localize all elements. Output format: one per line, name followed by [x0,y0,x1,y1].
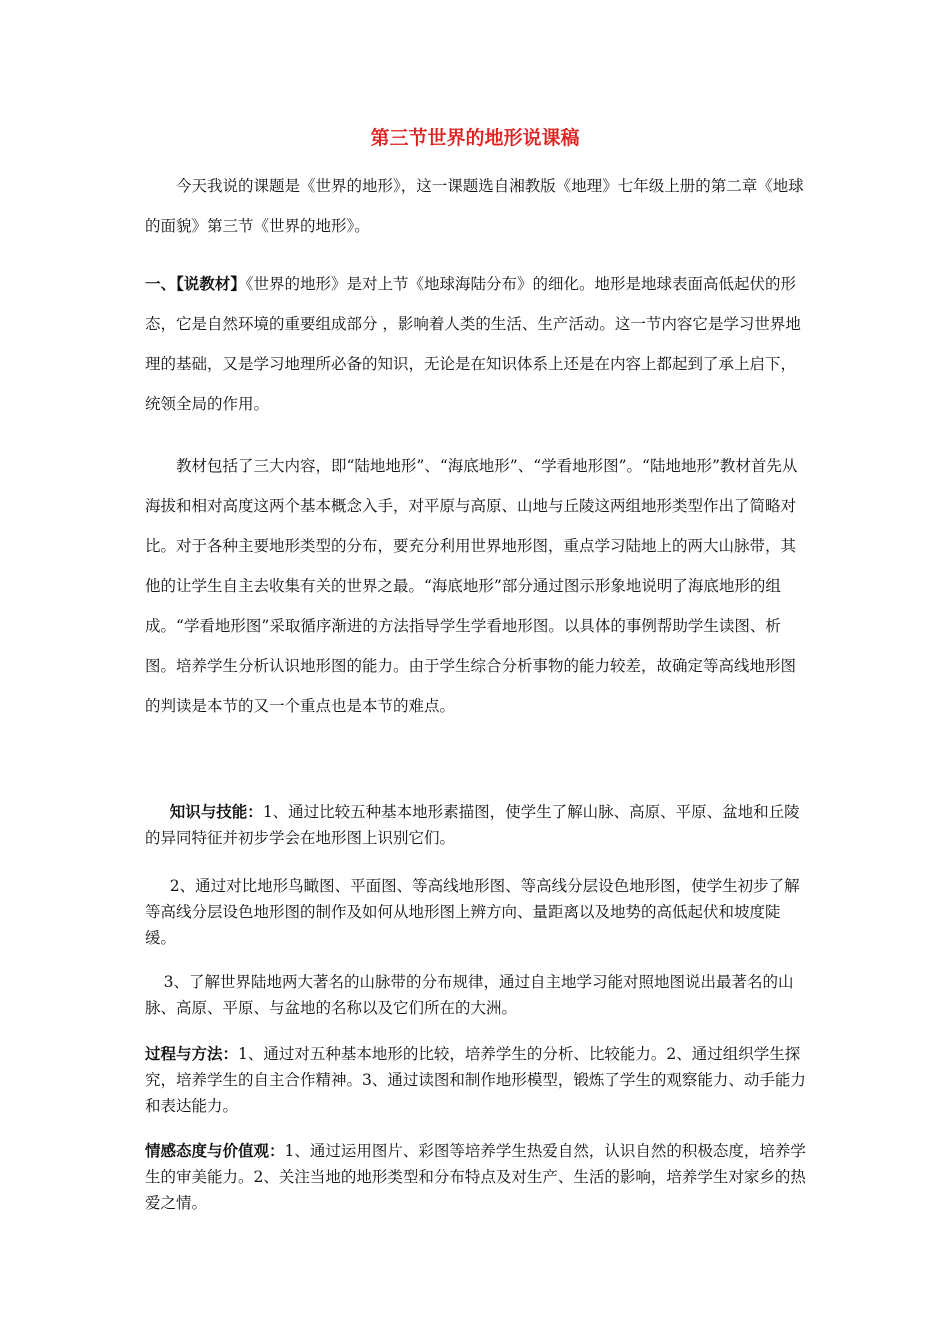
knowledge-skills-item-2: 2、通过对比地形鸟瞰图、平面图、等高线地形图、等高线分层设色地形图，使学生初步了解等高线分层设色地形图的制作及如何从地形图上辨方向、量距离以及地势的高低起伏和坡度陡缓。 [145,877,800,947]
section-teaching-material [145,264,810,424]
intro-paragraph: 今天我说的课题是《世界的地形》，这一课题选自湘教版《地理》七年级上册的第二章《地球的面貌》第三节《世界的地形》。 [145,177,804,235]
process-methods-label: 过程与方法： [145,1044,239,1063]
knowledge-skills-label: 知识与技能： [169,802,263,821]
process-methods-text: 1、通过对五种基本地形的比较，培养学生的分析、比较能力。2、通过组织学生探究，培养学生的自主合作精神。3、通过读图和制作地形模型，锻炼了学生的观察能力、动手能力和表达能力。 [145,1045,806,1115]
section-label: 一、【说教材】 [145,274,246,293]
document-title: 第三节世界的地形说课稿 [370,127,580,149]
content-paragraph: 教材包括了三大内容，即“陆地地形”、“海底地形”、“学看地形图”。“陆地地形”教材首先从海拔和相对高度这两个基本概念入手，对平原与高原、山地与丘陵这两组地形类型作出了简略对比。对于各种主要地形类型的分布，要充分利用世界地形图，重点学习陆地上的两大山脉带，其他的让学生自主去收集有关的世界之最。“海底地形”部分通过图示形象地说明了海底地形的组成。“学看地形图”采取循序渐进的方法指导学生学看地形图。以具体的事例帮助学生读图、析图。培养学生分析认识地形图的能力。由于学生综合分析事物的能力较差，故确定等高线地形图的判读是本节的又一个重点也是本节的难点。 [145,457,798,715]
knowledge-skills-item-3: 3、了解世界陆地两大著名的山脉带的分布规律，通过自主地学习能对照地图说出最著名的山脉、高原、平原、与盆地的名称以及它们所在的大洲。 [145,973,794,1017]
emotion-values [145,1138,810,1216]
emotion-values-text: 1、通过运用图片、彩图等培养学生热爱自然，认识自然的积极态度，培养学生的审美能力。2、关注当地的地形类型和分布特点及对生产、生活的影响，培养学生对家乡的热爱之情。 [145,1142,806,1212]
knowledge-item-1-text: 1、通过比较五种基本地形素描图，使学生了解山脉、高原、平原、盆地和丘陵的异同特征并初步学会在地形图上识别它们。 [145,803,800,847]
knowledge-skills-item-1 [145,799,810,851]
process-methods [145,1041,810,1119]
emotion-values-label: 情感态度与价值观： [145,1141,285,1160]
section-text: 《世界的地形》是对上节《地球海陆分布》的细化。地形是地球表面高低起伏的形态，它是自然环境的重要组成部分 ，影响着人类的生活、生产活动。这一节内容它是学习世界地理的基础，又是学习地理所必备的知识，无论是在知识体系上还是在内容上都起到了承上启下，统领全局的作用。 [145,275,801,413]
